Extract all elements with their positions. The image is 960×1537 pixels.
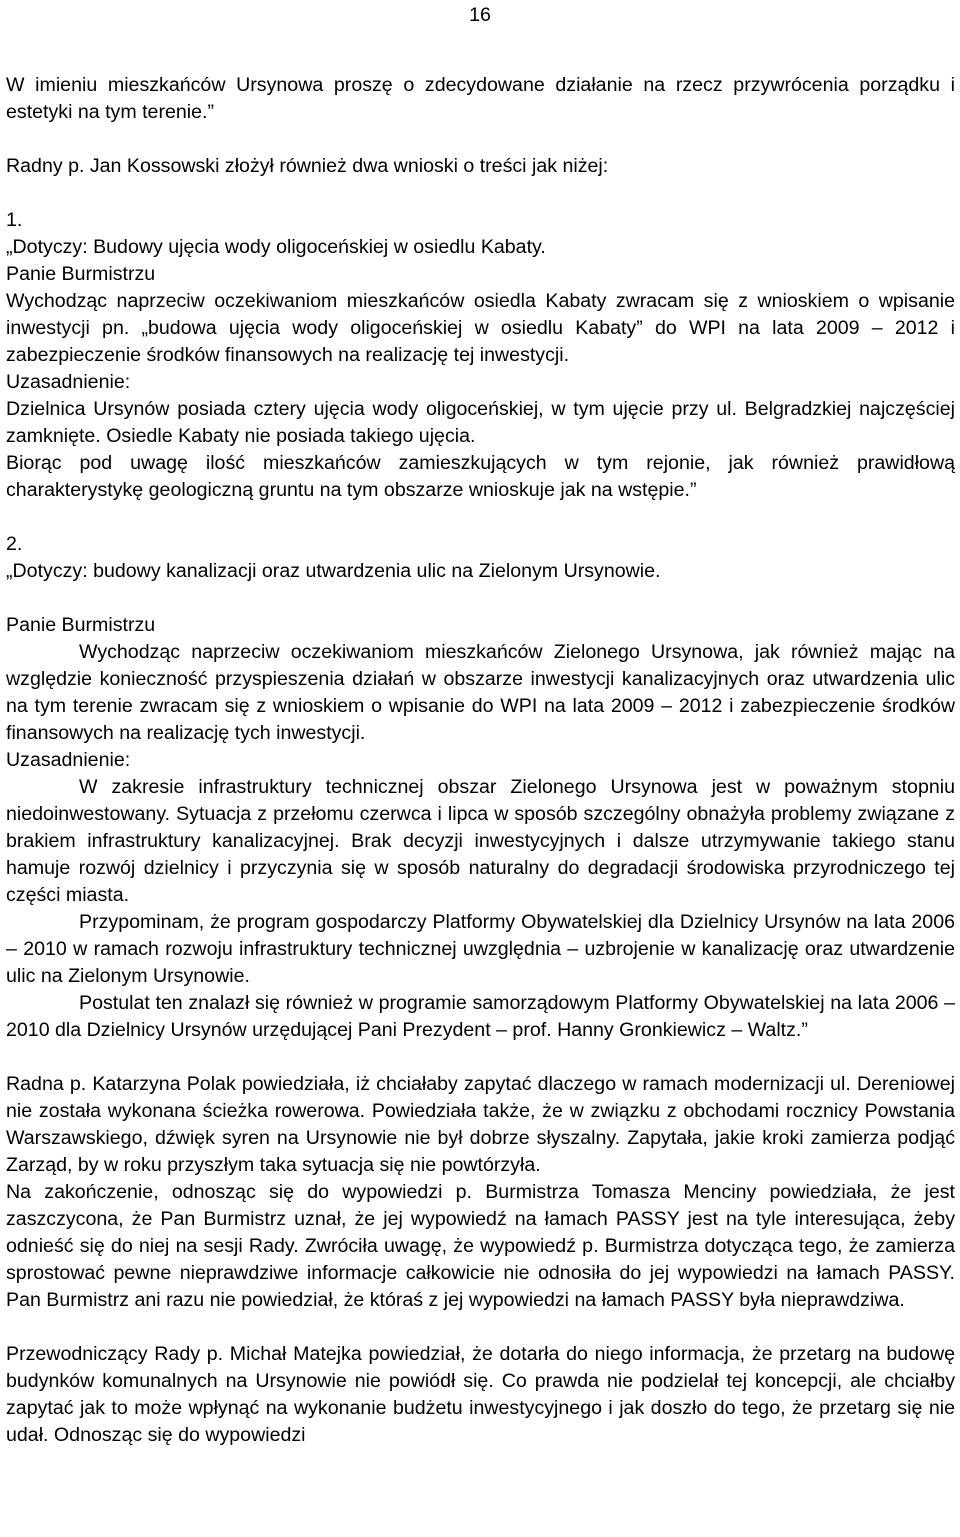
- paragraph: Wychodząc naprzeciw oczekiwaniom mieszkańców osiedla Kabaty zwracam się z wnioskiem o wpisanie inwestycji pn. „budowa ujęcia wody oligoceńskiej w osiedlu Kabaty” do WPI na lata 2009 – 2012 i zabezpieczenie środków finansowych na realizację tej inwestycji.: [6, 290, 955, 366]
- paragraph: Przewodniczący Rady p. Michał Matejka powiedział, że dotarła do niego informacja, że przetarg na budowę budynków komunalnych na Ursynowie nie powiódł się. Co prawda nie podzielał tej koncepcji, ale chciałby zapytać jak to może wpłynąć na wykonanie budżetu inwestycyjnego i jak doszło do tego, że przetarg się nie udał. Odnosząc się do wypowiedzi: [6, 1343, 955, 1446]
- document-body: [6, 72, 955, 1449]
- page-number: 16: [469, 4, 491, 26]
- list-number: 2.: [6, 533, 23, 555]
- list-number: 1.: [6, 209, 23, 231]
- paragraph: Biorąc pod uwagę ilość mieszkańców zamieszkujących w tym rejonie, jak również prawidłową charakterystykę geologiczną gruntu na tym obszarze wnioskuje jak na wstępie.”: [6, 452, 955, 501]
- reason-label: Uzasadnienie:: [6, 371, 131, 393]
- paragraph: Na zakończenie, odnosząc się do wypowiedzi p. Burmistrza Tomasza Menciny powiedziała, że jest zaszczycona, że Pan Burmistrz uznał, że jej wypowiedź na łamach PASSY jest na tyle interesująca, żeby odnieść się do niej na sesji Rady. Zwróciła uwagę, że wypowiedź p. Burmistrza dotycząca tego, że zamierza sprostować pewne nieprawdziwe informacje całkowicie nie odnosiła do jej wypowiedzi na łamach PASSY. Pan Burmistrz ani razu nie powiedział, że któraś z jej wypowiedzi na łamach PASSY była nieprawdziwa.: [6, 1181, 955, 1311]
- paragraph: Wychodząc naprzeciw oczekiwaniom mieszkańców Zielonego Ursynowa, jak również mając na względzie konieczność przyspieszenia działań w obszarze inwestycji kanalizacyjnych oraz utwardzenia ulic na tym terenie zwracam się z wnioskiem o wpisanie do WPI na lata 2009 – 2012 i zabezpieczenie środków finansowych na realizację tych inwestycji.: [6, 641, 955, 744]
- subject-line: „Dotyczy: Budowy ujęcia wody oligoceńskiej w osiedlu Kabaty.: [6, 236, 546, 258]
- paragraph: Dzielnica Ursynów posiada cztery ujęcia wody oligoceńskiej, w tym ujęcie przy ul. Belgradzkiej najczęściej zamknięte. Osiedle Kabaty nie posiada takiego ujęcia.: [6, 398, 955, 447]
- salutation: Panie Burmistrzu: [6, 614, 156, 636]
- reason-label: Uzasadnienie:: [6, 749, 131, 771]
- paragraph: Radna p. Katarzyna Polak powiedziała, iż chciałaby zapytać dlaczego w ramach modernizacji ul. Dereniowej nie została wykonana ścieżka rowerowa. Powiedziała także, że w związku z obchodami rocznicy Powstania Warszawskiego, dźwięk syren na Ursynowie nie był dobrze słyszalny. Zapytała, jakie kroki zamierza podjąć Zarząd, by w roku przyszłym taka sytuacja się nie powtórzyła.: [6, 1073, 955, 1176]
- paragraph: Radny p. Jan Kossowski złożył również dwa wnioski o treści jak niżej:: [6, 155, 609, 177]
- paragraph: W zakresie infrastruktury technicznej obszar Zielonego Ursynowa jest w poważnym stopniu niedoinwestowany. Sytuacja z przełomu czerwca i lipca w sposób szczególny obnażyła problemy związane z brakiem infrastruktury kanalizacyjnej. Brak decyzji inwestycyjnych i dalsze utrzymywanie takiego stanu hamuje rozwój dzielnicy i przyczynia się w sposób naturalny do degradacji środowiska przyrodniczego tej części miasta.: [6, 776, 955, 906]
- paragraph: Przypominam, że program gospodarczy Platformy Obywatelskiej dla Dzielnicy Ursynów na lata 2006 – 2010 w ramach rozwoju infrastruktury technicznej uwzględnia – uzbrojenie w kanalizację oraz utwardzenie ulic na Zielonym Ursynowie.: [6, 911, 955, 987]
- subject-line: „Dotyczy: budowy kanalizacji oraz utwardzenia ulic na Zielonym Ursynowie.: [6, 560, 661, 582]
- paragraph: Postulat ten znalazł się również w programie samorządowym Platformy Obywatelskiej na lata 2006 – 2010 dla Dzielnicy Ursynów urzędującej Pani Prezydent – prof. Hanny Gronkiewicz – Waltz.”: [6, 992, 955, 1041]
- paragraph: W imieniu mieszkańców Ursynowa proszę o zdecydowane działanie na rzecz przywrócenia porządku i estetyki na tym terenie.”: [6, 74, 955, 123]
- salutation: Panie Burmistrzu: [6, 263, 156, 285]
